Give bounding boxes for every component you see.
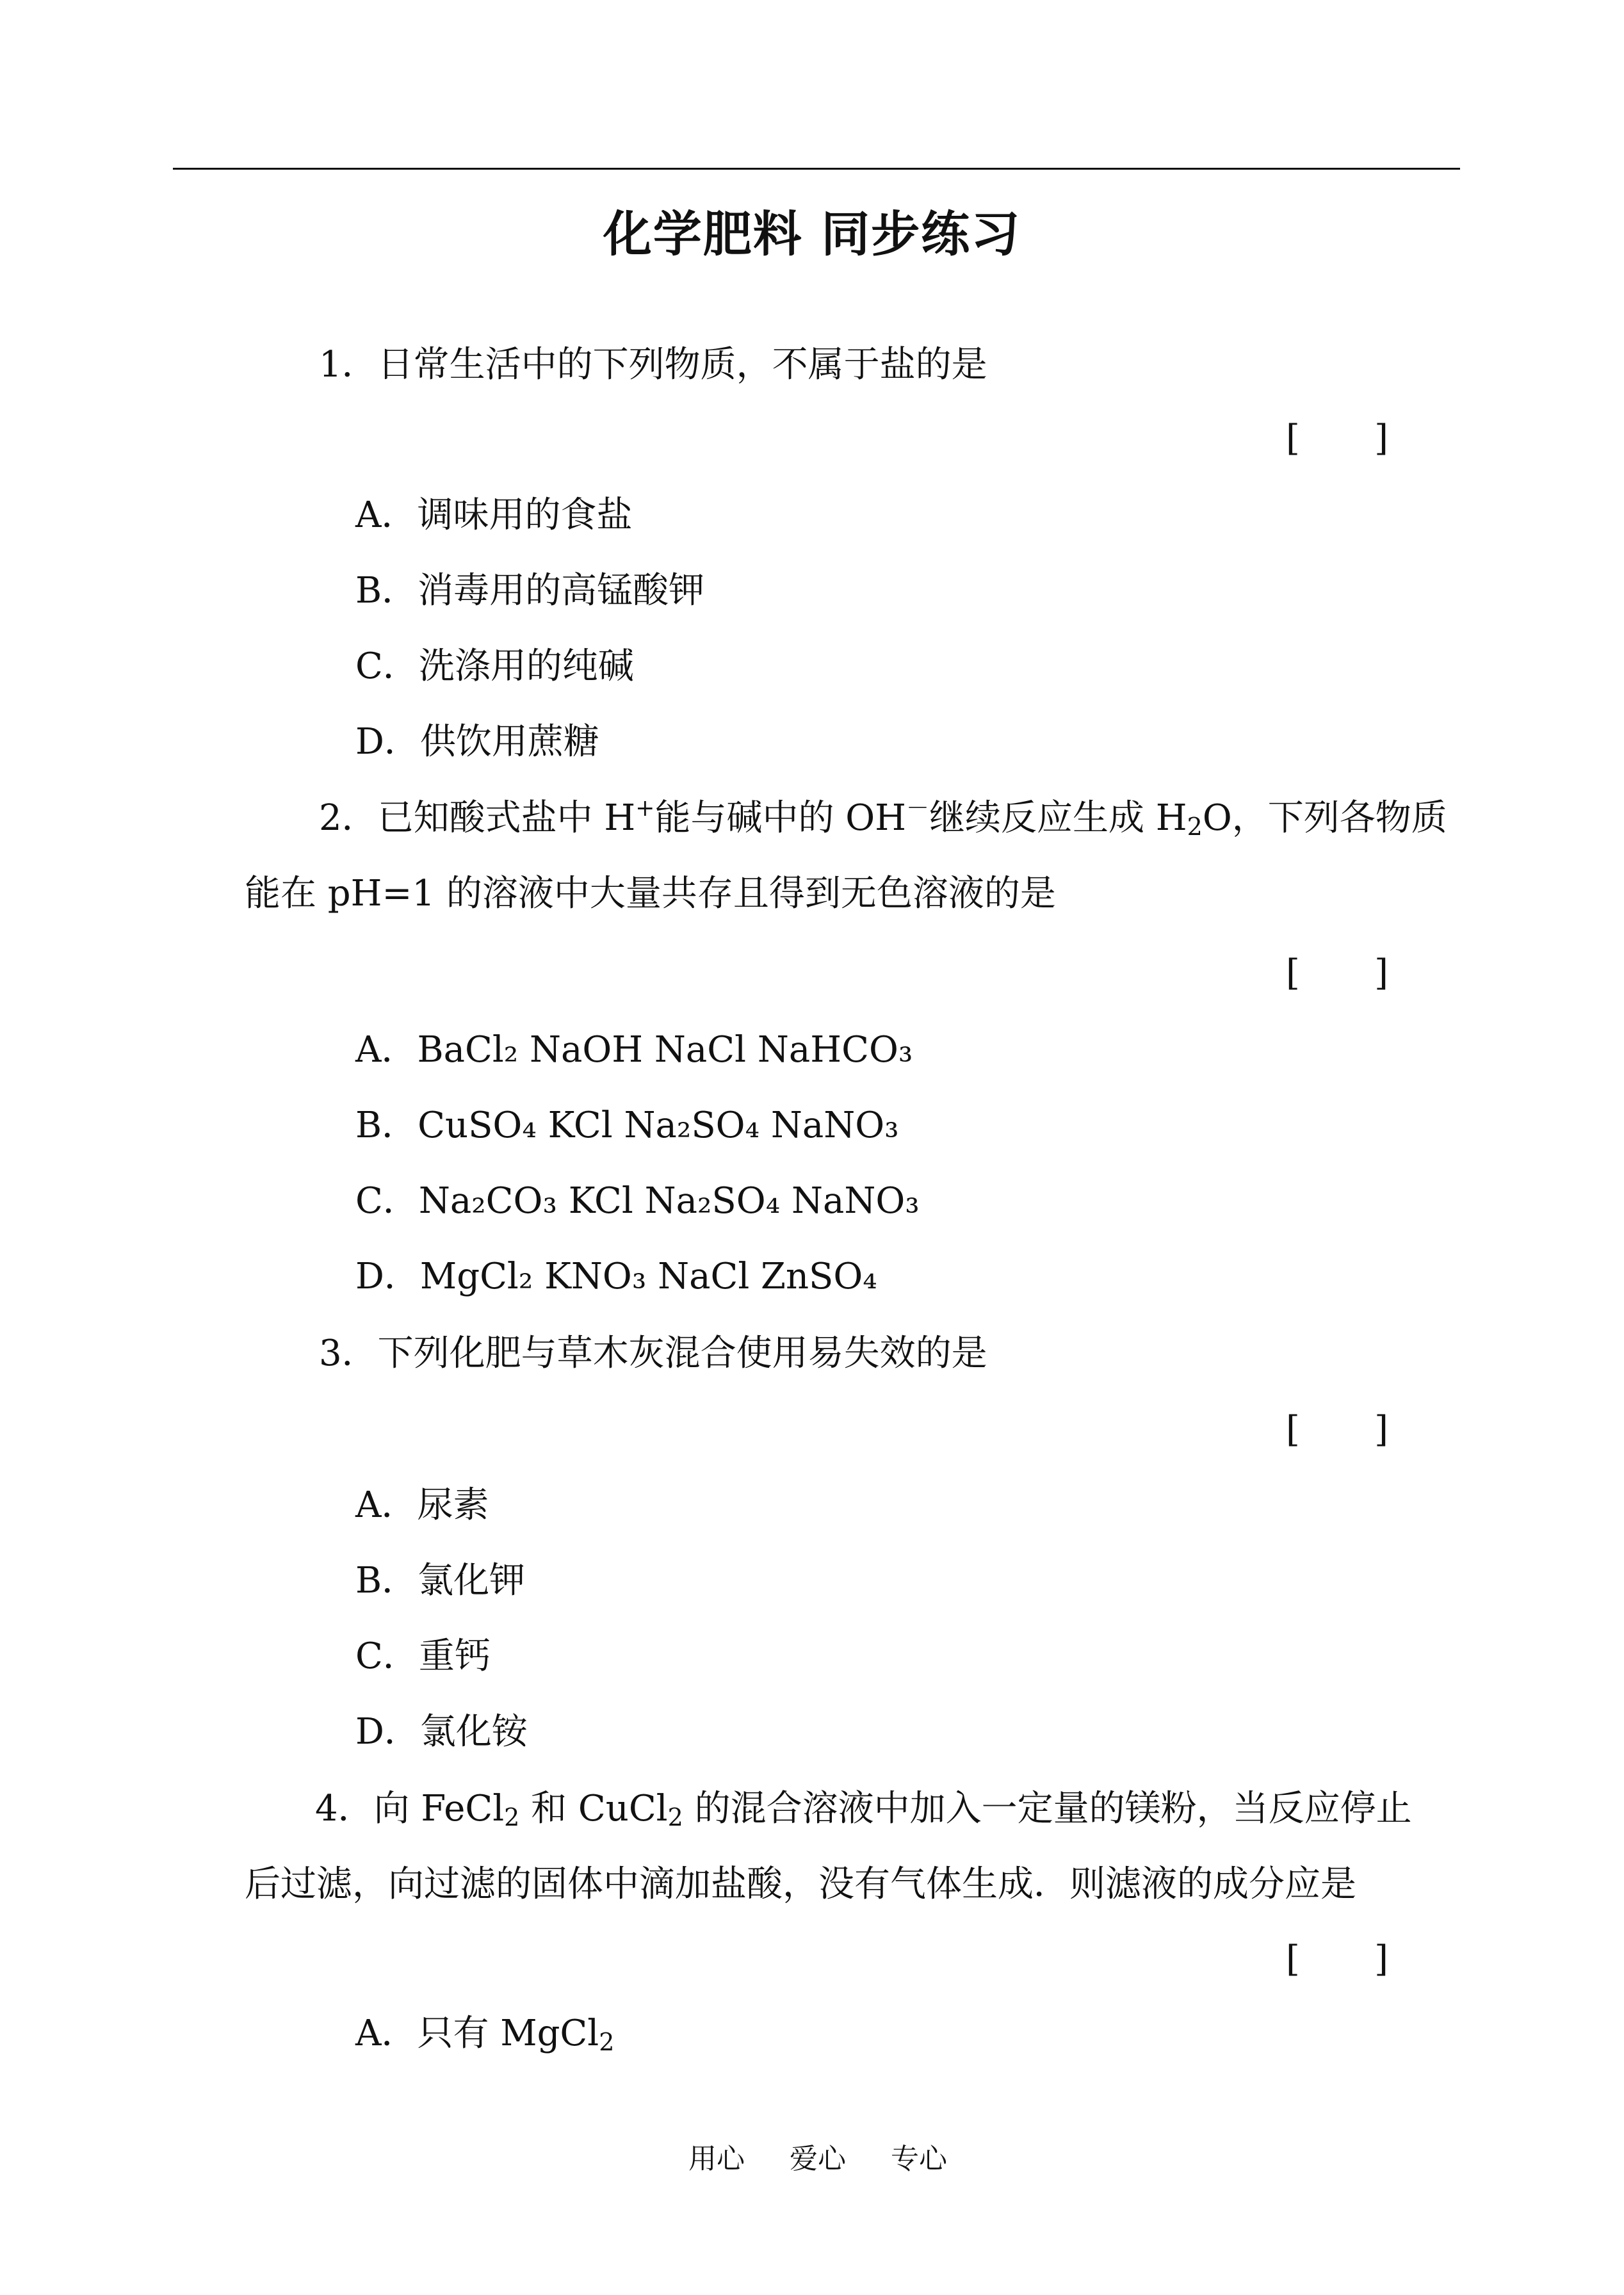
q2-option-b: B．CuSO₄ KCl Na₂SO₄ NaNO₃ (355, 1105, 899, 1146)
q2-option-c: C．Na₂CO₃ KCl Na₂SO₄ NaNO₃ (355, 1180, 920, 1222)
question-4-stem-line-2: 后过滤，向过滤的固体中滴加盐酸，没有气体生成．则滤液的成分应是 (245, 1863, 1356, 1905)
q1-option-a: A．调味用的食盐 (355, 494, 633, 536)
answer-bracket-1[interactable]: [ ] (1286, 418, 1388, 459)
q1-option-c: C．洗涤用的纯碱 (355, 645, 634, 687)
question-4-stem-line-1: 4．向 FeCl$_2$ 和 CuCl$_2$ 的混合溶液中加入一定量的镁粉，当反应停止 (315, 1788, 1412, 1831)
page-title: 化学肥料 同步练习 (603, 206, 1021, 263)
q3-option-d: D．氯化铵 (355, 1711, 528, 1753)
answer-bracket-4[interactable]: [ ] (1286, 1938, 1388, 1980)
footer-text-2: 爱心 (790, 2143, 846, 2175)
q3-option-a: A．尿素 (355, 1484, 489, 1526)
answer-bracket-3[interactable]: [ ] (1286, 1409, 1388, 1450)
question-2-stem-line-1: 2．已知酸式盐中 H+能与碱中的 OH－继续反应生成 $H_2O$，下列各物质 (319, 795, 1447, 841)
q3-option-c: C．重钙 (355, 1635, 491, 1677)
footer-text-1: 用心 (688, 2143, 745, 2175)
q3-option-b: B．氯化钾 (355, 1560, 526, 1602)
footer-text-3: 专心 (891, 2143, 947, 2175)
page-footer (688, 2136, 992, 2177)
q4-option-a: A．只有 MgCl$_2$ (355, 2013, 615, 2056)
answer-bracket-2[interactable]: [ ] (1286, 952, 1388, 994)
q1-option-d: D．供饮用蔗糖 (355, 721, 599, 763)
q1-option-b: B．消毒用的高锰酸钾 (355, 570, 705, 612)
header-rule (173, 168, 1460, 170)
question-3-stem: 3．下列化肥与草木灰混合使用易失效的是 (319, 1333, 987, 1374)
q2-option-a: A．BaCl₂ NaOH NaCl NaHCO₃ (355, 1029, 913, 1071)
q2-option-d: D．MgCl₂ KNO₃ NaCl ZnSO₄ (355, 1256, 877, 1297)
question-2-stem-line-2: 能在 pH=1 的溶液中大量共存且得到无色溶液的是 (245, 873, 1056, 914)
question-1-stem: 1．日常生活中的下列物质，不属于盐的是 (319, 344, 987, 385)
